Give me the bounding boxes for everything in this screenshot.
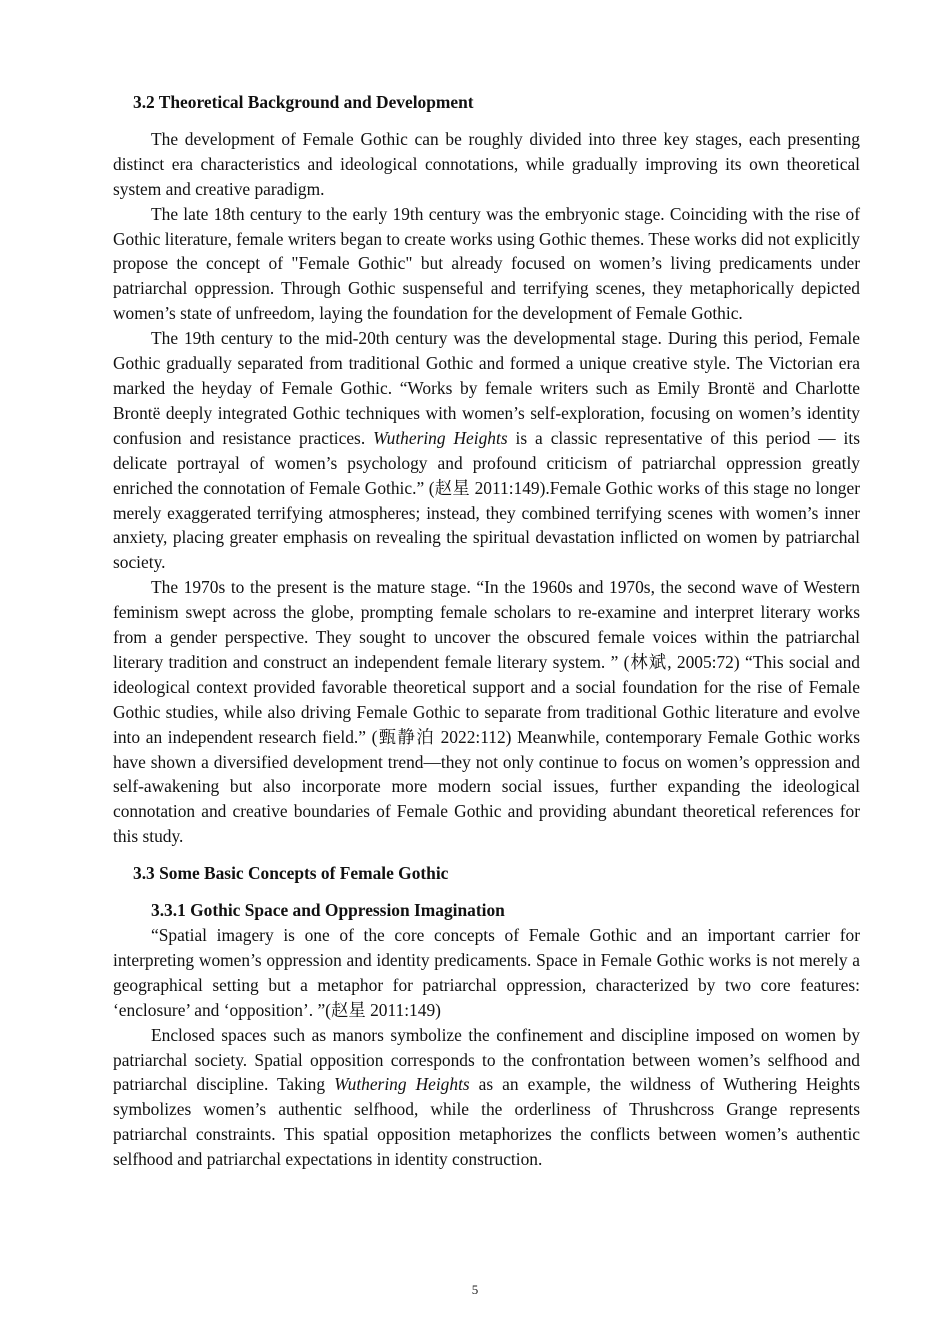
paragraph (113, 326, 860, 575)
paragraph (113, 1023, 860, 1172)
section-heading-3-3: 3.3 Some Basic Concepts of Female Gothic (133, 863, 449, 884)
book-title: Wuthering Heights (334, 1074, 470, 1095)
section-heading-3-2: 3.2 Theoretical Background and Development (133, 92, 474, 112)
page-body (113, 90, 860, 1172)
text-run: The 19th century to the mid-20th century was the developmental stage. During this period, Female Gothic gradually separated from traditional Gothic and formed a unique creative style. The Victorian era marked the heyday of Female Gothic. “Works by female writers such as Emily Brontë and Charlotte Brontë deeply integrated Gothic techniques with women’s self-exploration, focusing on women’s identity confusion and resistance practices. (113, 328, 860, 448)
text-run: is a classic representative of this period — its delicate portrayal of women’s psychology and profound criticism of patriarchal oppression greatly enriched the connotation of Female Gothic.” (赵星 2011:149).Female Gothic works of this stage no longer merely exaggerated terrifying atmospheres; instead, they combined terrifying scenes with women’s inner anxiety, placing greater emphasis on revealing the spiritual devastation inflicted on women by patriarchal society. (113, 427, 860, 573)
paragraph: The development of Female Gothic can be roughly divided into three key stages, each presenting distinct era characteristics and ideological connotations, while gradually improving its own theoretical system and creative paradigm. (113, 128, 860, 199)
page-number: 5 (471, 1282, 479, 1297)
text-run: as an example, the wildness of Wuthering Heights symbolizes women’s authentic selfhood, while the orderliness of Thrushcross Grange represents patriarchal constraints. This spatial opposition metaphorizes the conflicts between women’s authentic selfhood and patriarchal expectations in identity construction. (113, 1074, 860, 1170)
book-title: Wuthering Heights (373, 427, 508, 448)
paragraph: The 1970s to the present is the mature stage. “In the 1960s and 1970s, the second wave of Western feminism swept across the globe, prompting female scholars to re-examine and interpret literary works from a gender perspective. They sought to uncover the obscured female voices within the patriarchal literary tradition and construct an independent female literary system. ” (林斌, 2005:72) “This social and ideological context provided favorable theoretical support and a social foundation for the rise of Female Gothic studies, while also driving Female Gothic to separate from traditional Gothic literature and evolve into an independent research field.” (甄静泊 2022:112) Meanwhile, contemporary Female Gothic works have shown a diversified development trend—they not only continue to focus on women’s oppression and self-awakening but also incorporate more modern social issues, further expanding the ideological connotation and creative boundaries of Female Gothic and providing abundant theoretical references for this study. (113, 577, 860, 847)
paragraph: “Spatial imagery is one of the core concepts of Female Gothic and an important carrier for interpreting women’s oppression and identity predicaments. Space in Female Gothic works is not merely a geographical setting but a metaphor for patriarchal oppression, characterized by two core features: ‘enclosure’ and ‘opposition’. ”(赵星 2011:149) (113, 925, 860, 1020)
text-run: Enclosed spaces such as manors symbolize the confinement and discipline imposed on women by patriarchal society. Spatial opposition corresponds to the confrontation between women’s selfhood and patriarchal discipline. Taking (113, 1024, 860, 1095)
paragraph: The late 18th century to the early 19th century was the embryonic stage. Coinciding with the rise of Gothic literature, female writers began to create works using Gothic themes. These works did not explicitly propose the concept of "Female Gothic" but already focused on women’s living predicaments under patriarchal oppression. Through Gothic suspenseful and terrifying scenes, they metaphorically depicted women’s state of unfreedom, laying the foundation for the development of Female Gothic. (113, 203, 860, 324)
subsection-heading-3-3-1: 3.3.1 Gothic Space and Oppression Imagination (151, 900, 505, 921)
